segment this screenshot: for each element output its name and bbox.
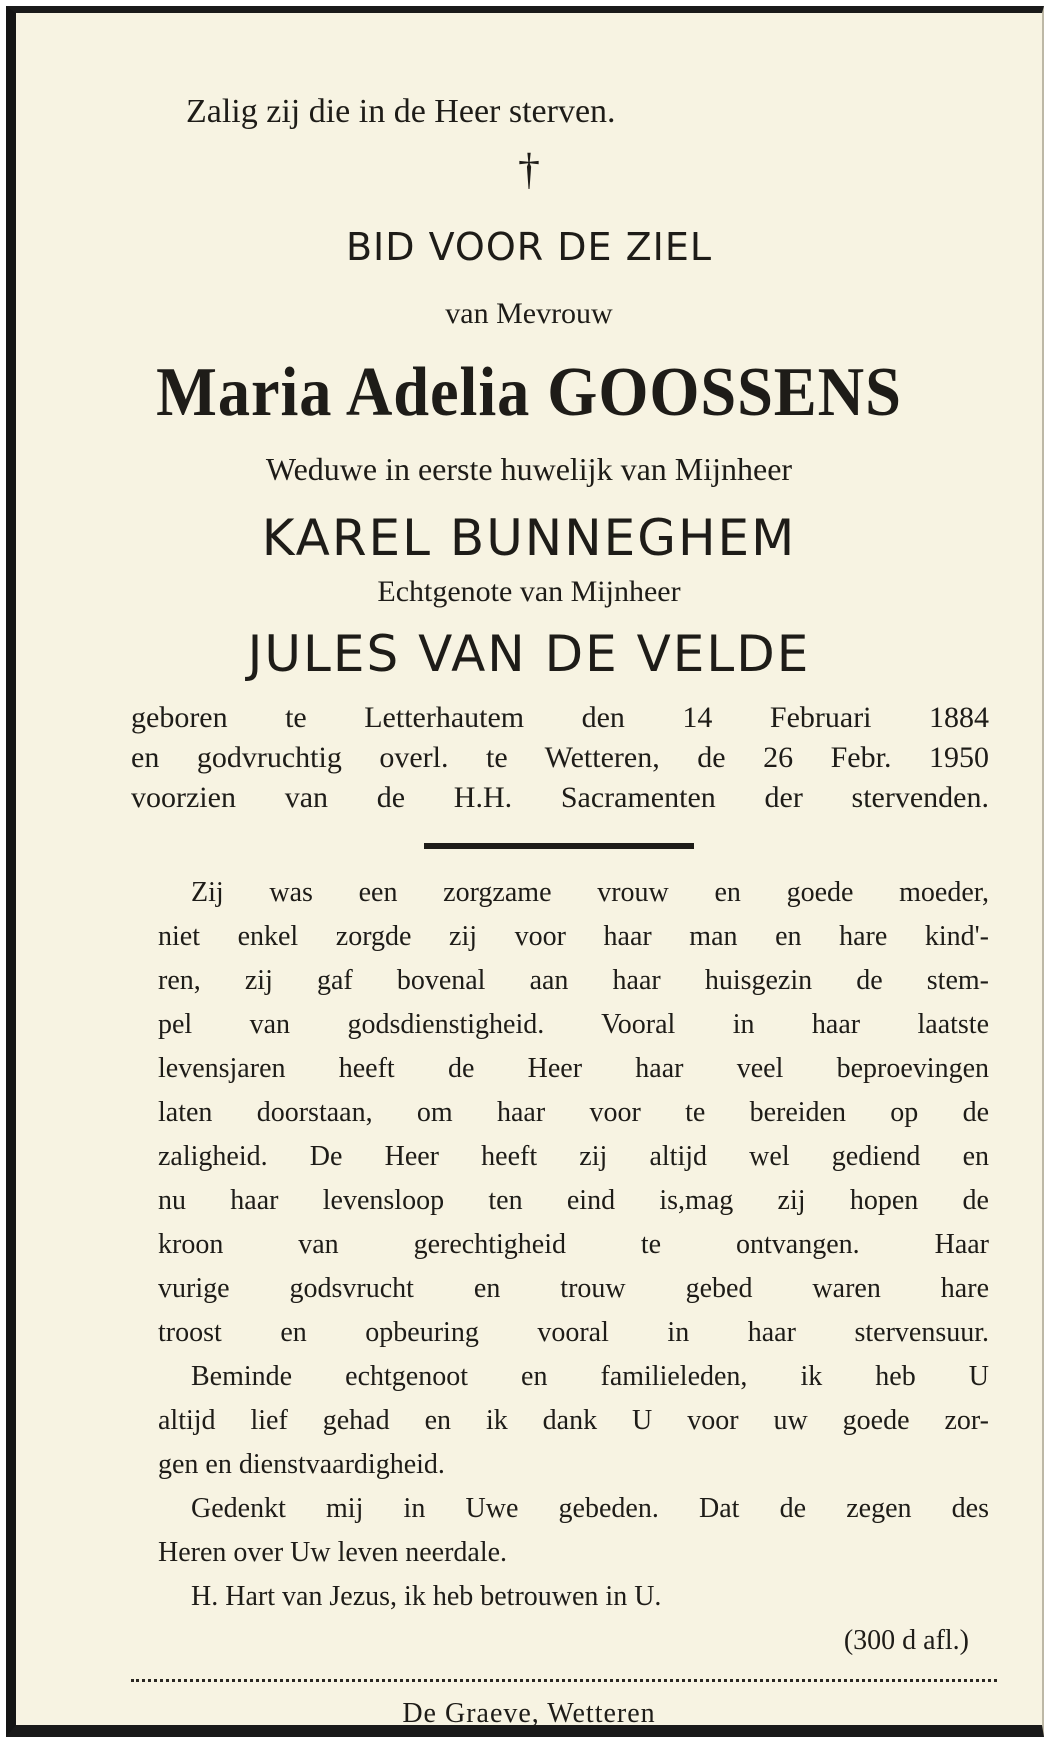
body-line: niet enkel zorgde zij voor haar man en hare kind'- [158, 921, 989, 952]
body-line: laten doorstaan, om haar voor te bereiden op de [158, 1097, 989, 1128]
body-line: pel van godsdienstigheid. Vooral in haar laatste [158, 1009, 989, 1040]
first-husband-name: KAREL BUNNEGHEM [261, 509, 797, 567]
body-line: H. Hart van Jezus, ik heb betrouwen in U. [191, 1581, 662, 1612]
body-line: gen en dienstvaardigheid. [158, 1449, 445, 1480]
life-line: voorzien van de H.H. Sacramenten der stervenden. [131, 781, 989, 814]
body-line: kroon van gerechtigheid te ontvangen. Haar [158, 1229, 989, 1260]
dotted-divider [131, 1679, 997, 1682]
motto: Zalig zij die in de Heer sterven. [186, 93, 616, 130]
body-line: Beminde echtgenoot en familieleden, ik heb U [191, 1361, 989, 1392]
indulgence-note: (300 d afl.) [843, 1625, 969, 1656]
widow-line: Weduwe in eerste huwelijk van Mijnheer [265, 451, 793, 487]
body-line: altijd lief gehad en ik dank U voor uw goede zor- [158, 1405, 989, 1436]
body-line: nu haar levensloop ten eind is,mag zij hopen de [158, 1185, 989, 1216]
cross-icon: † [518, 145, 540, 194]
printer-credit: De Graeve, Wetteren [402, 1698, 656, 1729]
body-line: troost en opbeuring vooral in haar stervensuur. [158, 1317, 989, 1348]
memorial-card [6, 6, 1044, 1737]
spouse-line: Echtgenote van Mijnheer [377, 575, 681, 608]
life-line: en godvruchtig overl. te Wetteren, de 26 Febr. 1950 [131, 741, 989, 774]
body-line: vurige godsvrucht en trouw gebed waren hare [158, 1273, 989, 1304]
body-line: ren, zij gaf bovenal aan haar huisgezin de stem- [158, 965, 989, 996]
separator-rule [424, 843, 694, 849]
body-line: zaligheid. De Heer heeft zij altijd wel gediend en [158, 1141, 989, 1172]
body-line: Zij was een zorgzame vrouw en goede moeder, [191, 877, 989, 908]
husband-name: JULES VAN DE VELDE [247, 625, 811, 683]
life-line: geboren te Letterhautem den 14 Februari 1884 [131, 701, 989, 734]
title-line: van Mevrouw [445, 297, 613, 330]
prayer-heading: BID VOOR DE ZIEL [345, 225, 712, 269]
body-line: Gedenkt mij in Uwe gebeden. Dat de zegen des [191, 1493, 989, 1524]
body-line: levensjaren heeft de Heer haar veel beproevingen [158, 1053, 989, 1084]
body-line: Heren over Uw leven neerdale. [158, 1537, 508, 1568]
deceased-name: Maria Adelia GOOSSENS [156, 354, 902, 431]
